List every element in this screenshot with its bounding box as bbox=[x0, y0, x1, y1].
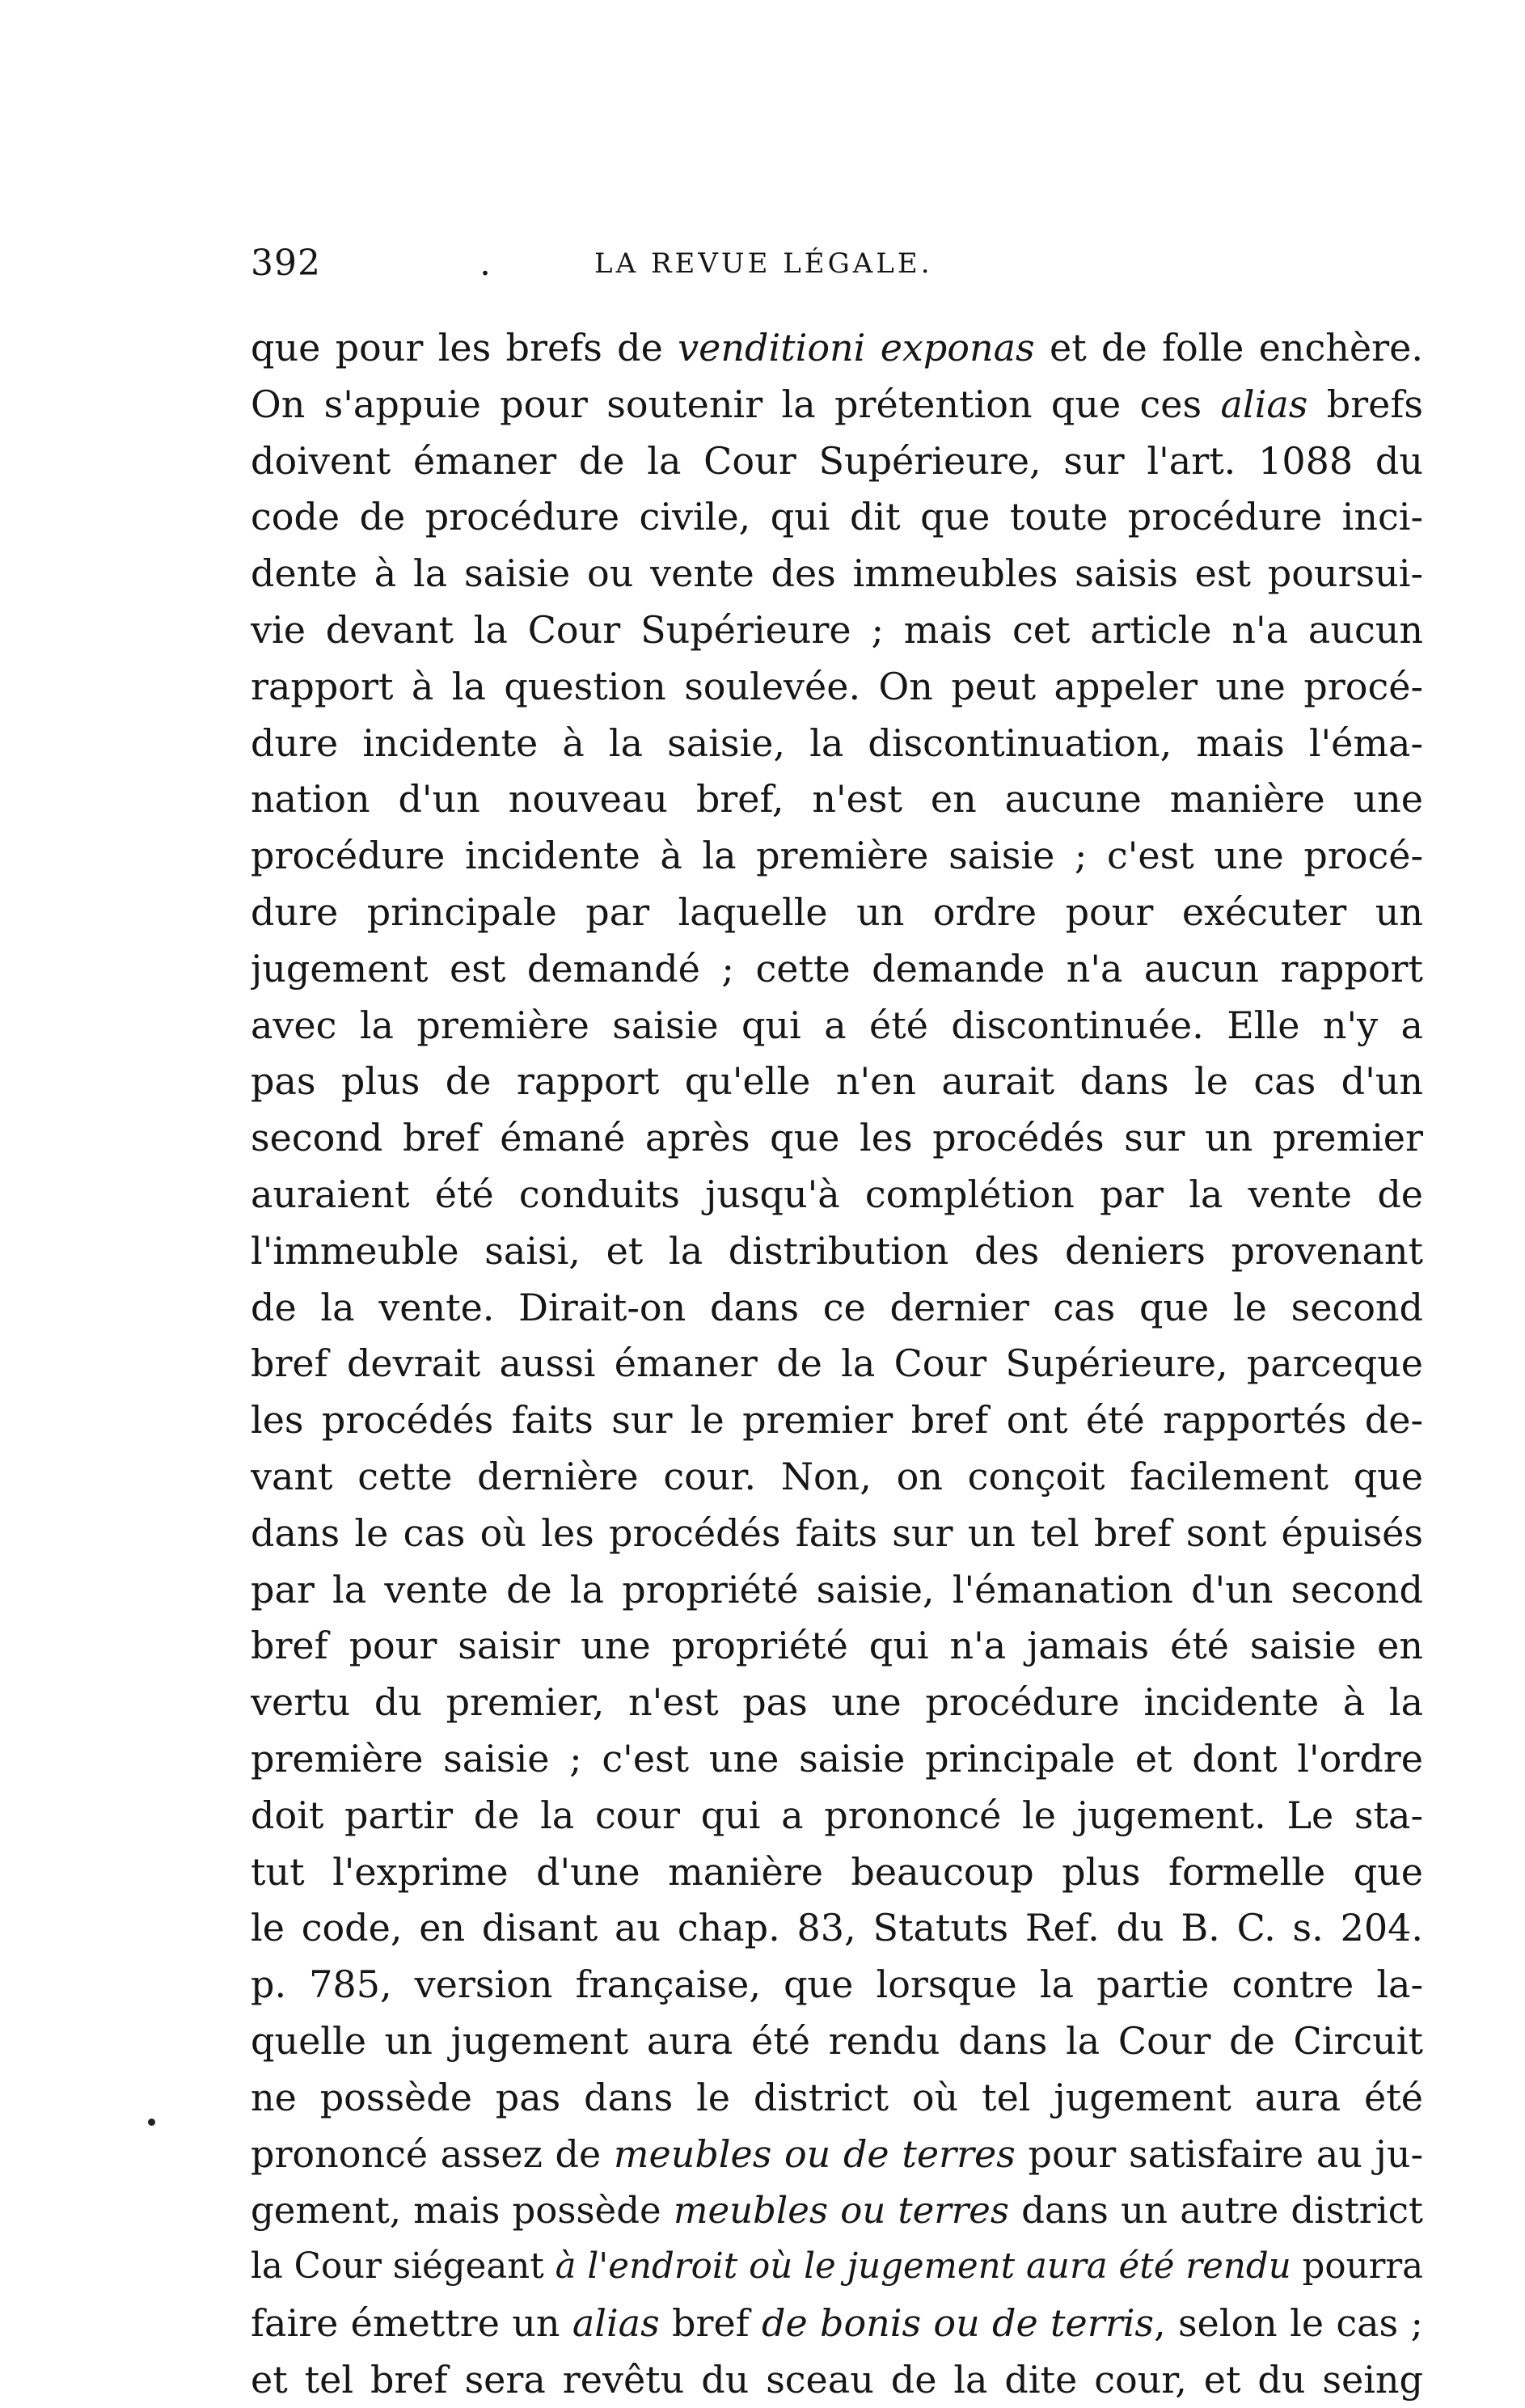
italic-phrase: alias bbox=[1220, 382, 1308, 426]
text-line: code de procédure civile, qui dit que toute procédure inci- bbox=[251, 495, 1423, 539]
italic-phrase: venditioni exponas bbox=[678, 326, 1035, 370]
text-line: vant cette dernière cour. Non, on conçoit facilement que bbox=[251, 1454, 1423, 1498]
text-line: faire émettre un alias bref de bonis ou de terris, selon le cas ; bbox=[251, 2300, 1423, 2345]
text-line: ne possède pas dans le district où tel jugement aura été bbox=[251, 2075, 1423, 2119]
text-line: de la vente. Dirait-on dans ce dernier cas que le second bbox=[251, 1285, 1423, 1329]
text-line: dure principale par laquelle un ordre pour exécuter un bbox=[251, 889, 1423, 934]
text-line: l'immeuble saisi, et la distribution des deniers provenant bbox=[251, 1228, 1423, 1273]
text-line: On s'appuie pour soutenir la prétention que ces alias brefs bbox=[251, 382, 1423, 426]
text-line: pas plus de rapport qu'elle n'en aurait dans le cas d'un bbox=[251, 1059, 1423, 1104]
text-line: dure incidente à la saisie, la discontinuation, mais l'éma- bbox=[251, 720, 1423, 765]
page-number: 392 bbox=[251, 243, 321, 284]
text-line: la Cour siégeant à l'endroit où le jugement aura été rendu pourra bbox=[251, 2246, 1423, 2288]
text-line: auraient été conduits jusqu'à complétion par la vente de bbox=[251, 1172, 1423, 1216]
text-line: vie devant la Cour Supérieure ; mais cet article n'a aucun bbox=[251, 607, 1423, 652]
text-line: bref pour saisir une propriété qui n'a jamais été saisie en bbox=[251, 1624, 1423, 1668]
text-line: le code, en disant au chap. 83, Statuts Ref. du B. C. s. 204. bbox=[251, 1906, 1423, 1950]
text-line: vertu du premier, n'est pas une procédure incidente à la bbox=[251, 1680, 1423, 1725]
italic-phrase: alias bbox=[572, 2300, 660, 2345]
text-line: et tel bref sera revêtu du sceau de la dite cour, et du seing bbox=[251, 2357, 1423, 2402]
running-head: LA REVUE LÉGALE. bbox=[594, 247, 933, 280]
margin-mark bbox=[148, 2119, 155, 2126]
italic-phrase: meubles ou terres bbox=[673, 2189, 1009, 2233]
text-line: bref devrait aussi émaner de la Cour Supérieure, parceque bbox=[251, 1341, 1423, 1386]
italic-phrase: à l'endroit où le jugement aura été rendu bbox=[555, 2246, 1291, 2288]
italic-phrase: meubles ou de terres bbox=[613, 2131, 1016, 2176]
text-line: nation d'un nouveau bref, n'est en aucune manière une bbox=[251, 777, 1423, 822]
text-line: second bref émané après que les procédés sur un premier bbox=[251, 1116, 1423, 1160]
text-line: dente à la saisie ou vente des immeubles saisis est poursui- bbox=[251, 551, 1423, 596]
text-line: première saisie ; c'est une saisie principale et dont l'ordre bbox=[251, 1736, 1423, 1781]
page-header bbox=[251, 243, 1423, 291]
body-text bbox=[251, 320, 1423, 2408]
italic-phrase: de bonis ou de terris bbox=[762, 2300, 1155, 2345]
header-dot: . bbox=[479, 243, 491, 284]
text-line: jugement est demandé ; cette demande n'a aucun rapport bbox=[251, 946, 1423, 991]
text-line: prononcé assez de meubles ou de terres pour satisfaire au ju- bbox=[251, 2131, 1423, 2176]
text-line: les procédés faits sur le premier bref ont été rapportés de- bbox=[251, 1398, 1423, 1443]
text-line: dans le cas où les procédés faits sur un tel bref sont épuisés bbox=[251, 1510, 1423, 1555]
text-line: tut l'exprime d'une manière beaucoup plus formelle que bbox=[251, 1849, 1423, 1894]
text-line: doit partir de la cour qui a prononcé le jugement. Le sta- bbox=[251, 1793, 1423, 1837]
text-line: rapport à la question soulevée. On peut appeler une procé- bbox=[251, 664, 1423, 708]
text-line: avec la première saisie qui a été discontinuée. Elle n'y a bbox=[251, 1003, 1423, 1047]
text-line: procédure incidente à la première saisie ; c'est une procé- bbox=[251, 834, 1423, 878]
text-line: doivent émaner de la Cour Supérieure, sur l'art. 1088 du bbox=[251, 438, 1423, 483]
text-line: que pour les brefs de venditioni exponas et de folle enchère. bbox=[251, 326, 1423, 370]
text-line: par la vente de la propriété saisie, l'émanation d'un second bbox=[251, 1567, 1423, 1612]
text-line: p. 785, version française, que lorsque la partie contre la- bbox=[251, 1962, 1423, 2007]
text-line: quelle un jugement aura été rendu dans la Cour de Circuit bbox=[251, 2018, 1423, 2063]
text-line: gement, mais possède meubles ou terres dans un autre district bbox=[251, 2189, 1423, 2233]
